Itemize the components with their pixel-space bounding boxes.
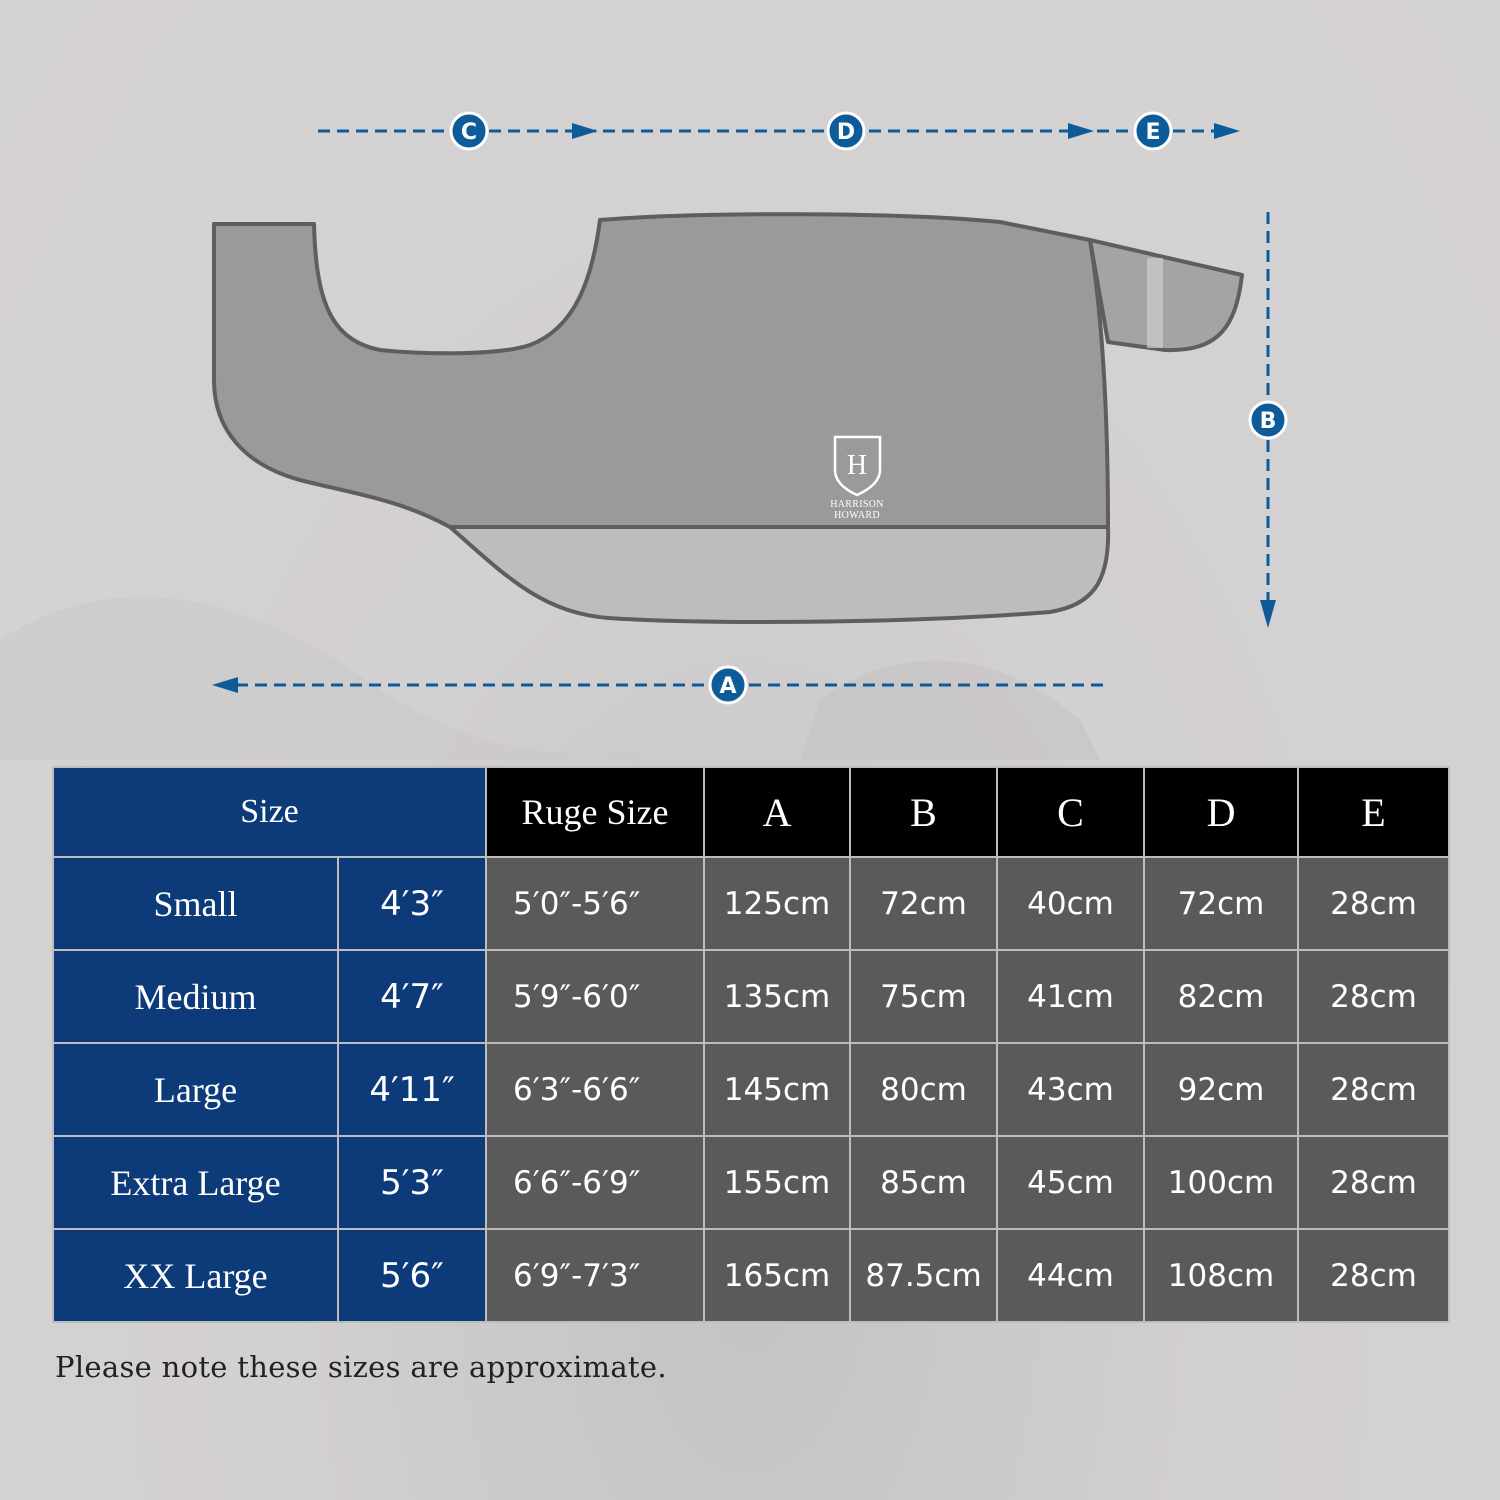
a-cell: 135cm — [704, 950, 850, 1043]
size-name-cell: Small — [53, 857, 338, 950]
height-cell: 4′3″ — [338, 857, 486, 950]
marker-d-label: D — [836, 120, 856, 145]
c-cell: 41cm — [997, 950, 1144, 1043]
e-cell: 28cm — [1298, 1043, 1449, 1136]
e-cell: 28cm — [1298, 857, 1449, 950]
header-e: E — [1298, 767, 1449, 857]
size-name-cell: XX Large — [53, 1229, 338, 1322]
table-row — [53, 1136, 1449, 1229]
rug-silhouette — [214, 214, 1242, 622]
b-cell: 85cm — [850, 1136, 997, 1229]
marker-c-label: C — [460, 120, 478, 145]
arrow-right-icon — [572, 123, 598, 139]
marker-e — [1135, 113, 1171, 149]
size-chart-table — [52, 766, 1450, 1323]
e-cell: 28cm — [1298, 1229, 1449, 1322]
b-cell: 87.5cm — [850, 1229, 997, 1322]
size-name-cell: Large — [53, 1043, 338, 1136]
table-header-row — [53, 767, 1449, 857]
arrow-right-icon — [1214, 123, 1240, 139]
c-cell: 44cm — [997, 1229, 1144, 1322]
marker-b-label: B — [1259, 409, 1277, 434]
table-row — [53, 857, 1449, 950]
header-b: B — [850, 767, 997, 857]
arrow-right-icon — [1068, 123, 1094, 139]
marker-b — [1250, 402, 1286, 438]
header-d: D — [1144, 767, 1298, 857]
rug-size-cell: 5′9″-6′0″ — [486, 950, 704, 1043]
rug-size-cell: 6′9″-7′3″ — [486, 1229, 704, 1322]
header-rug-size: Ruge Size — [486, 767, 704, 857]
logo-initial: H — [846, 450, 868, 481]
height-cell: 4′7″ — [338, 950, 486, 1043]
height-cell: 4′11″ — [338, 1043, 486, 1136]
rug-size-cell: 5′0″-5′6″ — [486, 857, 704, 950]
height-cell: 5′3″ — [338, 1136, 486, 1229]
table-row — [53, 1043, 1449, 1136]
d-cell: 108cm — [1144, 1229, 1298, 1322]
d-cell: 92cm — [1144, 1043, 1298, 1136]
d-cell: 100cm — [1144, 1136, 1298, 1229]
size-name-cell: Extra Large — [53, 1136, 338, 1229]
marker-a — [710, 667, 746, 703]
height-cell: 5′6″ — [338, 1229, 486, 1322]
d-cell: 82cm — [1144, 950, 1298, 1043]
marker-a-label: A — [719, 674, 737, 699]
background-shape — [0, 597, 640, 760]
a-cell: 125cm — [704, 857, 850, 950]
b-cell: 75cm — [850, 950, 997, 1043]
table-row — [53, 1229, 1449, 1322]
table-row — [53, 950, 1449, 1043]
arrow-down-icon — [1260, 600, 1276, 628]
approximate-sizes-note: Please note these sizes are approximate. — [55, 1350, 667, 1384]
a-cell: 155cm — [704, 1136, 850, 1229]
e-cell: 28cm — [1298, 950, 1449, 1043]
a-cell: 165cm — [704, 1229, 850, 1322]
e-cell: 28cm — [1298, 1136, 1449, 1229]
header-size: Size — [53, 767, 486, 857]
header-c: C — [997, 767, 1144, 857]
d-cell: 72cm — [1144, 857, 1298, 950]
b-cell: 80cm — [850, 1043, 997, 1136]
c-cell: 45cm — [997, 1136, 1144, 1229]
rug-size-cell: 6′3″-6′6″ — [486, 1043, 704, 1136]
marker-c — [451, 113, 487, 149]
c-cell: 40cm — [997, 857, 1144, 950]
logo-line-1: HARRISON — [830, 499, 884, 510]
background-shape — [800, 661, 1100, 760]
c-cell: 43cm — [997, 1043, 1144, 1136]
logo-line-2: HOWARD — [834, 510, 880, 521]
rug-size-cell: 6′6″-6′9″ — [486, 1136, 704, 1229]
marker-d — [828, 113, 864, 149]
a-cell: 145cm — [704, 1043, 850, 1136]
header-a: A — [704, 767, 850, 857]
size-name-cell: Medium — [53, 950, 338, 1043]
marker-e-label: E — [1145, 120, 1161, 145]
b-cell: 72cm — [850, 857, 997, 950]
